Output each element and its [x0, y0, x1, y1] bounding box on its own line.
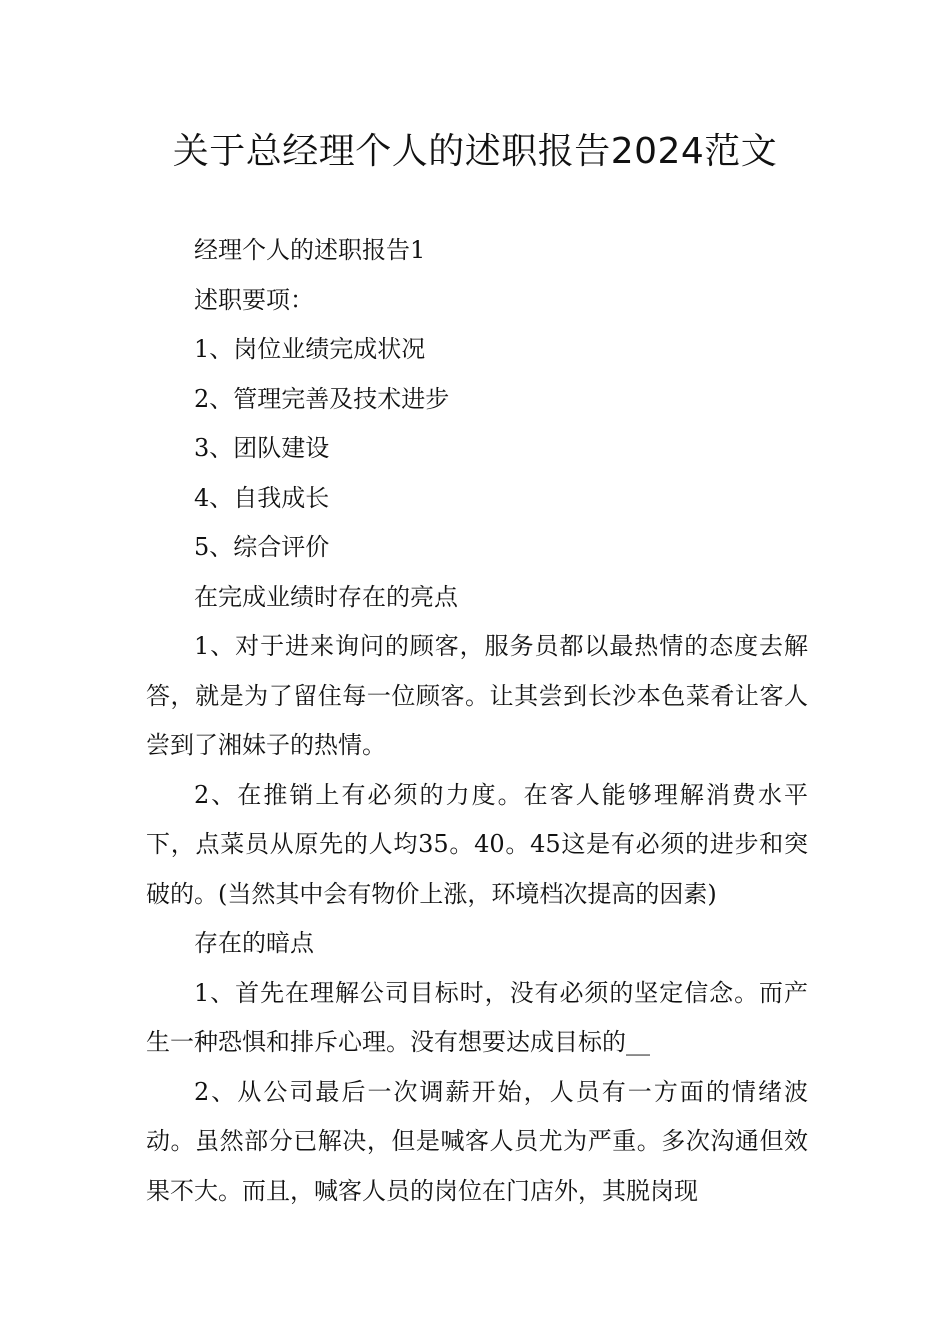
body-paragraph: 2、从公司最后一次调薪开始，人员有一方面的情绪波动。虽然部分已解决，但是喊客人员尤为严重。多次沟通但效果不大。而且，喊客人员的岗位在门店外，其脱岗现	[146, 1077, 808, 1205]
body-paragraph: 1、对于进来询问的顾客，服务员都以最热情的态度去解答，就是为了留住每一位顾客。让其尝到长沙本色菜肴让客人尝到了湘妹子的热情。	[146, 632, 808, 759]
list-heading: 述职要项：	[194, 285, 314, 314]
list-item: 5、综合评价	[194, 533, 330, 561]
subsection-heading: 存在的暗点	[194, 929, 314, 957]
list-item: 1、岗位业绩完成状况	[194, 335, 426, 363]
document-body	[146, 226, 808, 1216]
section-heading: 经理个人的述职报告1	[194, 236, 426, 264]
list-item: 2、管理完善及技术进步	[194, 384, 450, 413]
document-title: 关于总经理个人的述职报告2024范文	[172, 131, 778, 172]
body-paragraph: 2、在推销上有必须的力度。在客人能够理解消费水平下，点菜员从原先的人均35。40。45这是有必须的进步和突破的。(当然其中会有物价上涨，环境档次提高的因素)	[146, 780, 808, 908]
list-item: 3、团队建设	[194, 434, 330, 462]
list-item: 4、自我成长	[194, 483, 330, 512]
subsection-heading: 在完成业绩时存在的亮点	[194, 582, 458, 611]
body-paragraph: 1、首先在理解公司目标时，没有必须的坚定信念。而产生一种恐惧和排斥心理。没有想要达成目标的__	[146, 978, 808, 1056]
